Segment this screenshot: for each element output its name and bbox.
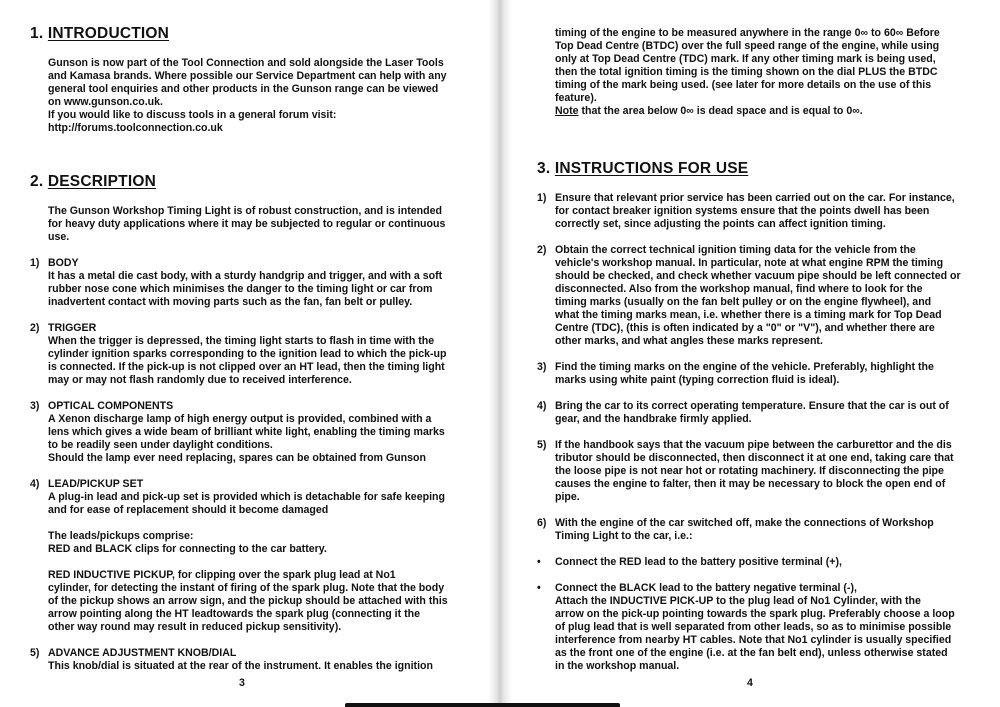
- text-line: Obtain the correct technical ignition timing data for the vehicle from the: [555, 244, 916, 256]
- section-number: 2.: [30, 173, 44, 190]
- text-line: Find the timing marks on the engine of the vehicle. Preferably, highlight the: [555, 361, 934, 373]
- text-line: as the front one of the engine (i.e. at the fan belt end), unless otherwise stated: [555, 647, 948, 659]
- bullet-body: [555, 582, 955, 673]
- text-line: timing marks (usually on the fan belt pulley or on the engine flywheel), and: [555, 296, 932, 308]
- text-line: This knob/dial is situated at the rear of the instrument. It enables the ignition: [48, 660, 433, 672]
- note-line: [555, 105, 940, 118]
- left-page: [0, 0, 496, 707]
- text-line: cylinder ignition sparks corresponding to the ignition lead to which the pick-up: [48, 348, 447, 360]
- text-line: for heavy duty applications where it may be subjected to regular or continuous: [48, 218, 446, 230]
- item-body: [48, 257, 442, 309]
- text-line: Ensure that relevant prior service has been carried out on the car. For instance,: [555, 192, 955, 204]
- text-line: other way round may result in reduced pickup sensitivity).: [48, 621, 342, 633]
- text-line: Gunson is now part of the Tool Connection and sold alongside the Laser Tools: [48, 57, 444, 69]
- section-title: INTRODUCTION: [47, 25, 170, 42]
- section-title: INSTRUCTIONS FOR USE: [554, 160, 749, 177]
- text-line: then the total ignition timing is the timing shown on the dial PLUS the BTDC: [555, 66, 938, 78]
- text-line: The leads/pickups comprise:: [48, 530, 194, 542]
- bullet-icon: •: [537, 556, 541, 568]
- text-line: only at Top Dead Centre (TDC) mark. If any other timing mark is being used,: [555, 53, 936, 65]
- book-gutter: [488, 0, 512, 707]
- text-line: Bring the car to its correct operating temperature. Ensure that the car is out of: [555, 400, 949, 412]
- text-line: and for ease of replacement should it become damaged: [48, 504, 329, 516]
- text-line: other marks, and what angles these marks represent.: [555, 335, 823, 347]
- section-number: 1.: [30, 25, 44, 42]
- text-line: Centre (TDC), (this is often indicated by a "0" or "V"), and whether there are: [555, 322, 935, 334]
- text-line: should be checked, and check whether vacuum pipe should be left connected or: [555, 270, 961, 282]
- step-number: 6): [537, 517, 547, 529]
- bullet-body: [555, 556, 842, 569]
- text-line: RED and BLACK clips for connecting to the car battery.: [48, 543, 327, 555]
- text-line: correctly set, since adjusting the points can affect ignition timing.: [555, 218, 886, 230]
- text-line: what the timing marks mean, i.e. whether there is a timing mark for Top Dead: [555, 309, 942, 321]
- text-line: is connected. If the pick-up is not clipped over an HT lead, then the timing light: [48, 361, 445, 373]
- text-line: the loose pipe is not near hot or rotating machinery. If disconnecting the pipe: [555, 465, 944, 477]
- step-body: [555, 517, 934, 543]
- text-line: timing of the mark being used. (see later for more details on the use of this: [555, 79, 932, 91]
- text-line: It has a metal die cast body, with a sturdy handgrip and trigger, and with a soft: [48, 270, 443, 282]
- text-line: A plug-in lead and pick-up set is provided which is detachable for safe keeping: [48, 491, 445, 503]
- leads-comprise: [48, 530, 327, 556]
- advance-knob-continued: [555, 27, 940, 118]
- item-number: 3): [30, 400, 40, 412]
- step-number: 1): [537, 192, 547, 204]
- item-title: LEAD/PICKUP SET: [48, 478, 144, 490]
- text-line: arrow on the pick-up pointing towards the spark plug. Preferably choose a loop: [555, 608, 955, 620]
- text-line: Timing Light to the car, i.e.:: [555, 530, 693, 542]
- note-text: that the area below 0∞ is dead space and is equal to 0∞.: [578, 105, 863, 117]
- item-advance-knob: [48, 647, 433, 673]
- forum-link[interactable]: http://forums.toolconnection.co.uk: [48, 122, 223, 134]
- text-line: Attach the INDUCTIVE PICK-UP to the plug lead of No1 Cylinder, with the: [555, 595, 921, 607]
- step-body: [555, 361, 934, 387]
- text-line: inadvertent contact with moving parts such as the fan, fan belt or pulley.: [48, 296, 413, 308]
- item-number: 4): [30, 478, 40, 490]
- text-line: Should the lamp ever need replacing, spares can be obtained from Gunson: [48, 452, 426, 464]
- text-line: The Gunson Workshop Timing Light is of robust construction, and is intended: [48, 205, 442, 217]
- item-optical: [48, 400, 445, 465]
- text-line: When the trigger is depressed, the timing light starts to flash in time with the: [48, 335, 435, 347]
- text-line: general tool enquiries and other products in the Gunson range can be viewed: [48, 83, 439, 95]
- text-line: for contact breaker ignition systems ensure that the points dwell has been: [555, 205, 930, 217]
- text-line: and Kamasa brands. Where possible our Service Department can help with any: [48, 70, 447, 82]
- section-title: DESCRIPTION: [47, 173, 156, 190]
- section-heading-description: [30, 173, 156, 191]
- text-line: With the engine of the car switched off, make the connections of Workshop: [555, 517, 934, 529]
- text-line: may or may not flash randomly due to received interference.: [48, 374, 352, 386]
- page-number: 3: [239, 677, 245, 689]
- step-body: [555, 192, 955, 231]
- text-line: timing of the engine to be measured anywhere in the range 0∞ to 60∞ Before: [555, 27, 940, 39]
- step-body: [555, 439, 954, 504]
- text-line: tributor should be disconnected, then disconnect it at one end, taking care that: [555, 452, 954, 464]
- text-line: in the workshop manual.: [555, 660, 680, 672]
- item-title: TRIGGER: [48, 322, 97, 334]
- step-number: 3): [537, 361, 547, 373]
- text-line: RED INDUCTIVE PICKUP, for clipping over the spark plug lead at No1: [48, 569, 396, 581]
- step-body: [555, 400, 949, 426]
- text-line: disconnected. Also from the workshop manual, find where to look for the: [555, 283, 923, 295]
- page-number: 4: [747, 677, 753, 689]
- red-inductive-pickup: [48, 569, 448, 634]
- description-intro: [48, 205, 445, 244]
- text-line: causes the engine to falter, then it may be necessary to block the open end of: [555, 478, 946, 490]
- text-line: feature).: [555, 92, 597, 104]
- step-body: [555, 244, 961, 348]
- text-line: to be readily seen under daylight conditions.: [48, 439, 273, 451]
- text-line: lens which gives a wide beam of brilliant white light, enabling the timing marks: [48, 426, 445, 438]
- section-heading-introduction: [30, 25, 169, 43]
- text-line: vehicle's workshop manual. In particular, note at what engine RPM the timing: [555, 257, 944, 269]
- section-heading-instructions: [537, 160, 748, 178]
- text-line: If you would like to discuss tools in a general forum visit:: [48, 109, 337, 121]
- text-line: marks using white paint (typing correction fluid is ideal).: [555, 374, 840, 386]
- text-line: A Xenon discharge lamp of high energy output is provided, combined with a: [48, 413, 432, 425]
- item-number: 2): [30, 322, 40, 334]
- text-line: of plug lead that is well separated from other leads, so as to minimise possible: [555, 621, 952, 633]
- text-line: use.: [48, 231, 70, 243]
- intro-paragraph: [48, 57, 447, 135]
- text-line: Connect the RED lead to the battery positive terminal (+),: [555, 556, 842, 568]
- text-line: arrow pointing along the HT leadtowards the spark plug (connecting it the: [48, 608, 420, 620]
- item-title: OPTICAL COMPONENTS: [48, 400, 174, 412]
- item-title: BODY: [48, 257, 79, 269]
- item-trigger: [48, 322, 446, 387]
- text-line: pipe.: [555, 491, 580, 503]
- text-line: If the handbook says that the vacuum pipe between the carburettor and the dis: [555, 439, 952, 451]
- item-number: 5): [30, 647, 40, 659]
- bullet-icon: •: [537, 582, 541, 594]
- note-label: Note: [555, 105, 579, 117]
- right-page: [504, 0, 1000, 707]
- text-line: gear, and the handbrake firmly applied.: [555, 413, 752, 425]
- scroll-indicator-bar[interactable]: [345, 703, 620, 707]
- text-line: cylinder, for detecting the instant of firing of the spark plug. Note that the body: [48, 582, 445, 594]
- text-line: Top Dead Centre (BTDC) over the full speed range of the engine, while using: [555, 40, 940, 52]
- step-number: 5): [537, 439, 547, 451]
- step-number: 2): [537, 244, 547, 256]
- step-number: 4): [537, 400, 547, 412]
- item-title: ADVANCE ADJUSTMENT KNOB/DIAL: [48, 647, 237, 659]
- text-line: of the pickup shows an arrow sign, and the pickup should be attached with this: [48, 595, 448, 607]
- item-lead-pickup: [48, 478, 445, 517]
- text-line: interference from nearby HT cables. Note that No1 cylinder is usually specified: [555, 634, 952, 646]
- text-line: rubber nose cone which minimises the danger to the timing light or car from: [48, 283, 433, 295]
- text-line: Connect the BLACK lead to the battery negative terminal (-),: [555, 582, 857, 594]
- item-number: 1): [30, 257, 40, 269]
- text-line: on www.gunson.co.uk.: [48, 96, 163, 108]
- section-number: 3.: [537, 160, 551, 177]
